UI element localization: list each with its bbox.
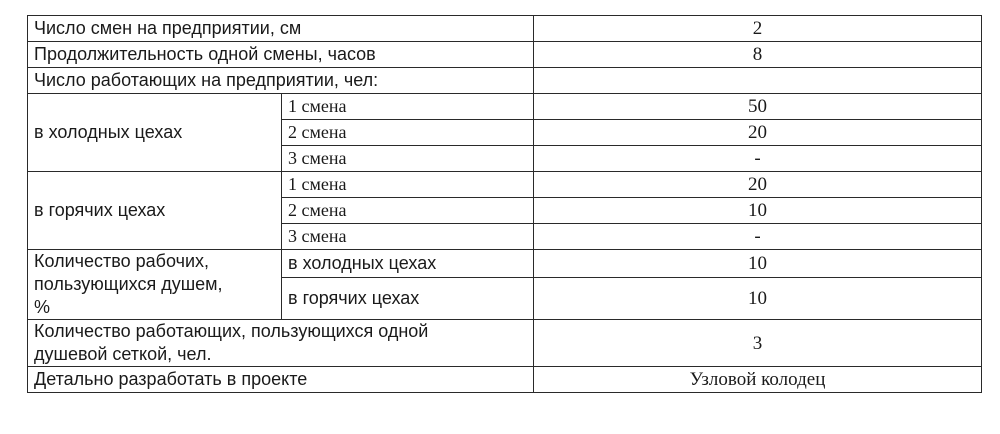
cold-shift-1-name: 1 смена [282, 94, 534, 120]
shower-users-label [28, 250, 282, 320]
per-shower-value: 3 [534, 320, 982, 367]
shower-cold-name: в холодных цехах [282, 250, 534, 278]
per-shower-label [28, 320, 534, 367]
per-shower-label-line: душевой сеткой, чел. [34, 344, 212, 364]
table-row [28, 94, 982, 120]
shower-users-label-line: Количество рабочих, [34, 251, 210, 271]
shift-duration-label: Продолжительность одной смены, часов [28, 42, 534, 68]
cold-shift-2-name: 2 смена [282, 120, 534, 146]
workers-header-label: Число работающих на предприятии, чел: [28, 68, 534, 94]
table-row [28, 16, 982, 42]
shifts-count-value: 2 [534, 16, 982, 42]
hot-shift-1-name: 1 смена [282, 172, 534, 198]
shower-hot-value: 10 [534, 278, 982, 320]
hot-shift-3-value: - [534, 224, 982, 250]
shower-cold-value: 10 [534, 250, 982, 278]
table-row [28, 250, 982, 278]
cold-shift-3-value: - [534, 146, 982, 172]
shower-users-label-line: пользующихся душем, [34, 274, 223, 294]
shower-users-label-line: % [34, 297, 51, 317]
table-row [28, 367, 982, 393]
table-row [28, 172, 982, 198]
design-detail-value: Узловой колодец [534, 367, 982, 393]
cold-shift-2-value: 20 [534, 120, 982, 146]
specification-table [27, 15, 982, 393]
hot-shift-3-name: 3 смена [282, 224, 534, 250]
hot-shift-2-value: 10 [534, 198, 982, 224]
shift-duration-value: 8 [534, 42, 982, 68]
hot-shift-1-value: 20 [534, 172, 982, 198]
cold-shift-3-name: 3 смена [282, 146, 534, 172]
workers-header-value [534, 68, 982, 94]
hot-shops-label: в горячих цехах [28, 172, 282, 250]
table-row [28, 42, 982, 68]
cold-shops-label: в холодных цехах [28, 94, 282, 172]
table-row [28, 320, 982, 367]
per-shower-label-line: Количество работающих, пользующихся одной [34, 321, 429, 341]
table-row [28, 68, 982, 94]
design-detail-label: Детально разработать в проекте [28, 367, 534, 393]
shifts-count-label: Число смен на предприятии, см [28, 16, 534, 42]
cold-shift-1-value: 50 [534, 94, 982, 120]
shower-hot-name: в горячих цехах [282, 278, 534, 320]
hot-shift-2-name: 2 смена [282, 198, 534, 224]
